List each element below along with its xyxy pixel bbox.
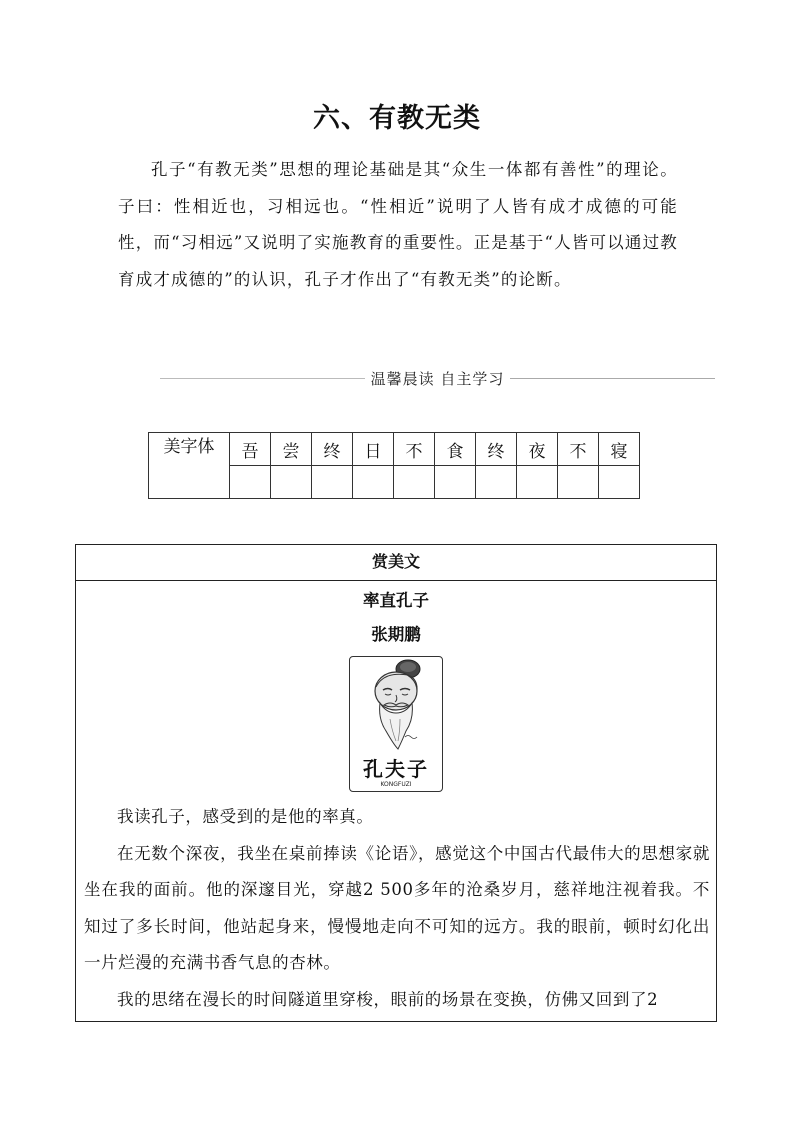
reading-box-header: 赏美文: [76, 545, 716, 581]
practice-char: 尝: [271, 433, 312, 466]
divider-line-left: [160, 378, 365, 379]
practice-blank-cell[interactable]: [312, 466, 353, 499]
intro-paragraph: 孔子“有教无类”思想的理论基础是其“众生一体都有善性”的理论。子曰：性相近也，习相远也。“性相近”说明了人皆有成才成德的可能性，而“习相远”又说明了实施教育的重要性。正是基于“人皆可以通过教育成才成德的”的认识，孔子才作出了“有教无类”的论断。: [118, 160, 678, 289]
divider-line-right: [510, 378, 715, 379]
practice-char: 日: [353, 433, 394, 466]
practice-blank-cell[interactable]: [558, 466, 599, 499]
article-title: 率直孔子: [363, 591, 429, 610]
practice-blank-cell[interactable]: [476, 466, 517, 499]
article-paragraph: 我的思绪在漫长的时间隧道里穿梭，眼前的场景在变换，仿佛又回到了2: [117, 989, 659, 1009]
page-title: 六、有教无类: [313, 103, 481, 134]
practice-char: 终: [312, 433, 353, 466]
practice-blank-cell[interactable]: [599, 466, 640, 499]
practice-char: 食: [435, 433, 476, 466]
practice-table-header: 美字体: [149, 433, 230, 499]
practice-char: 吾: [230, 433, 271, 466]
portrait-name: 孔夫子: [363, 757, 429, 781]
article-author: 张期鹏: [371, 625, 421, 644]
practice-blank-cell[interactable]: [271, 466, 312, 499]
practice-char: 不: [558, 433, 599, 466]
intro-text: [118, 152, 678, 298]
portrait-label: KONGFUZI: [380, 781, 412, 788]
section-divider: [160, 368, 715, 388]
practice-blank-cell[interactable]: [394, 466, 435, 499]
practice-row-chars: [149, 433, 640, 466]
practice-blank-cell[interactable]: [517, 466, 558, 499]
practice-blank-cell[interactable]: [353, 466, 394, 499]
practice-blank-cell[interactable]: [435, 466, 476, 499]
reading-box: [75, 544, 717, 1022]
article-paragraph: 在无数个深夜，我坐在桌前捧读《论语》，感觉这个中国古代最伟大的思想家就坐在我的面前。他的深邃目光，穿越2 500多年的沧桑岁月，慈祥地注视着我。不知过了多长时间，他站起身来，慢慢地走向不可知的远方。我的眼前，顿时幻化出一片烂漫的充满书香气息的杏林。: [84, 843, 710, 972]
practice-char: 终: [476, 433, 517, 466]
confucius-portrait: [349, 656, 443, 792]
article-paragraph: 我读孔子，感受到的是他的率真。: [117, 807, 374, 826]
section-label: 温馨晨读 自主学习: [370, 369, 505, 388]
practice-char: 寝: [599, 433, 640, 466]
practice-char: 夜: [517, 433, 558, 466]
calligraphy-practice-table: [148, 432, 640, 499]
practice-char: 不: [394, 433, 435, 466]
article-body: [84, 799, 710, 1018]
practice-blank-cell[interactable]: [230, 466, 271, 499]
